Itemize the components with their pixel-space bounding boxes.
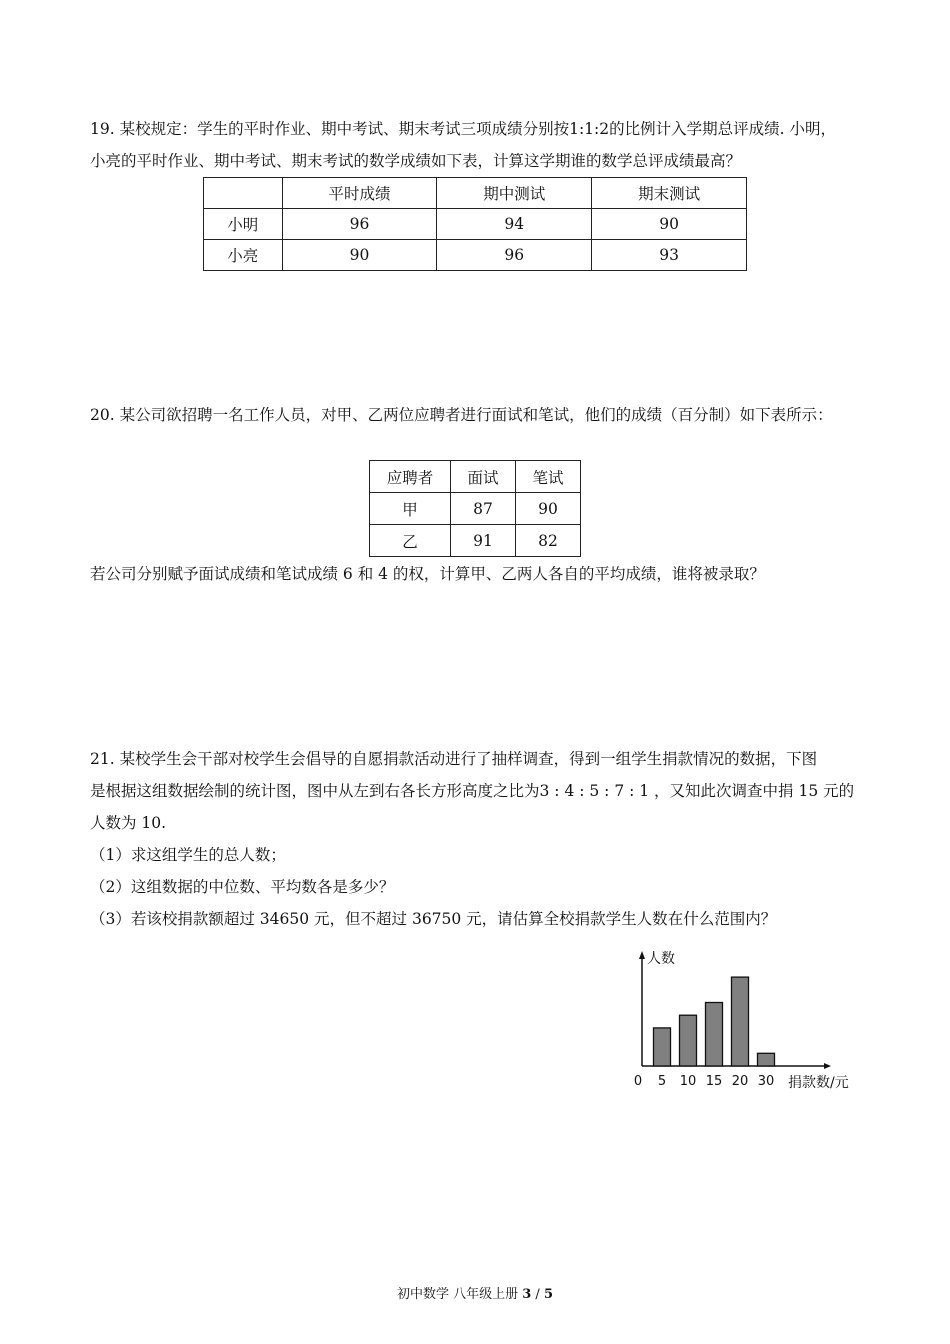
- table-cell: 91: [451, 525, 516, 557]
- donation-bar-chart: [630, 945, 860, 1095]
- table-row: [204, 240, 747, 271]
- table-cell: 90: [282, 240, 437, 271]
- footer-separator: /: [531, 1287, 544, 1302]
- q21-line1: 21. 某校学生会干部对校学生会倡导的自愿捐款活动进行了抽样调查，得到一组学生捐款情况的数据，下图: [90, 750, 818, 768]
- x-tick-label: 15: [705, 1074, 723, 1089]
- table-row: [370, 525, 581, 557]
- table-header-cell: 应聘者: [370, 461, 451, 493]
- footer-text: 初中数学 八年级上册: [396, 1287, 523, 1302]
- q21-sub1: （1）求这组学生的总人数；: [90, 846, 286, 864]
- table-cell: 甲: [370, 493, 451, 525]
- table-header-cell: 笔试: [516, 461, 581, 493]
- table-row: [370, 493, 581, 525]
- table-header-cell: [204, 178, 283, 209]
- table-header-cell: 期末测试: [592, 178, 747, 209]
- chart-bar: [758, 1053, 775, 1066]
- table-header-row: [204, 178, 747, 209]
- table-header-row: [370, 461, 581, 493]
- x-tick-label: 10: [679, 1074, 697, 1089]
- y-axis-label: 人数: [647, 951, 675, 967]
- x-axis-label: 捐款数/元: [788, 1075, 849, 1091]
- q20-line1: 20. 某公司欲招聘一名工作人员，对甲、乙两位应聘者进行面试和笔试，他们的成绩（百分制）如下表所示：: [90, 406, 833, 424]
- table-cell: 96: [282, 209, 437, 240]
- x-axis-arrow: [824, 1063, 831, 1069]
- q20-line2: 若公司分别赋予面试成绩和笔试成绩 6 和 4 的权，计算甲、乙两人各自的平均成绩，谁将被录取？: [90, 565, 765, 583]
- chart-bar: [680, 1015, 697, 1066]
- chart-bars: [654, 977, 775, 1066]
- page-footer: [0, 1283, 950, 1302]
- table-cell: 小明: [204, 209, 283, 240]
- footer-total-pages: 5: [543, 1287, 553, 1302]
- y-axis-arrow: [639, 951, 645, 959]
- table-cell: 96: [437, 240, 592, 271]
- q21-line3: 人数为 10.: [90, 814, 167, 832]
- table-cell: 乙: [370, 525, 451, 557]
- q19-line2: 小亮的平时作业、期中考试、期末考试的数学成绩如下表，计算这学期谁的数学总评成绩最高？: [90, 152, 742, 170]
- table-cell: 90: [592, 209, 747, 240]
- table-row: [204, 209, 747, 240]
- origin-label: 0: [633, 1074, 643, 1089]
- table-header-cell: 期中测试: [437, 178, 592, 209]
- q19-score-table: [203, 177, 747, 271]
- chart-bar: [732, 977, 749, 1066]
- table-cell: 90: [516, 493, 581, 525]
- chart-bar: [654, 1028, 671, 1066]
- table-cell: 小亮: [204, 240, 283, 271]
- x-tick-label: 5: [657, 1074, 667, 1089]
- x-tick-label: 30: [757, 1074, 775, 1089]
- table-header-cell: 面试: [451, 461, 516, 493]
- table-cell: 82: [516, 525, 581, 557]
- q21-sub3: （3）若该校捐款额超过 34650 元，但不超过 36750 元，请估算全校捐款学生人数在什么范围内？: [90, 910, 777, 928]
- chart-bar: [706, 1003, 723, 1067]
- table-cell: 93: [592, 240, 747, 271]
- table-cell: 87: [451, 493, 516, 525]
- q20-score-table: [369, 460, 581, 557]
- q21-sub2: （2）这组数据的中位数、平均数各是多少？: [90, 878, 395, 896]
- q21-line2: 是根据这组数据绘制的统计图，图中从左到右各长方形高度之比为3 : 4 : 5 : 7 : 1 ，又知此次调查中捐 15 元的: [90, 782, 855, 800]
- x-tick-label: 20: [731, 1074, 749, 1089]
- q19-line1: 19. 某校规定：学生的平时作业、期中考试、期末考试三项成绩分别按1:1:2的比例计入学期总评成绩. 小明，: [90, 120, 836, 138]
- footer-page-number: 3: [522, 1287, 532, 1302]
- table-cell: 94: [437, 209, 592, 240]
- table-header-cell: 平时成绩: [282, 178, 437, 209]
